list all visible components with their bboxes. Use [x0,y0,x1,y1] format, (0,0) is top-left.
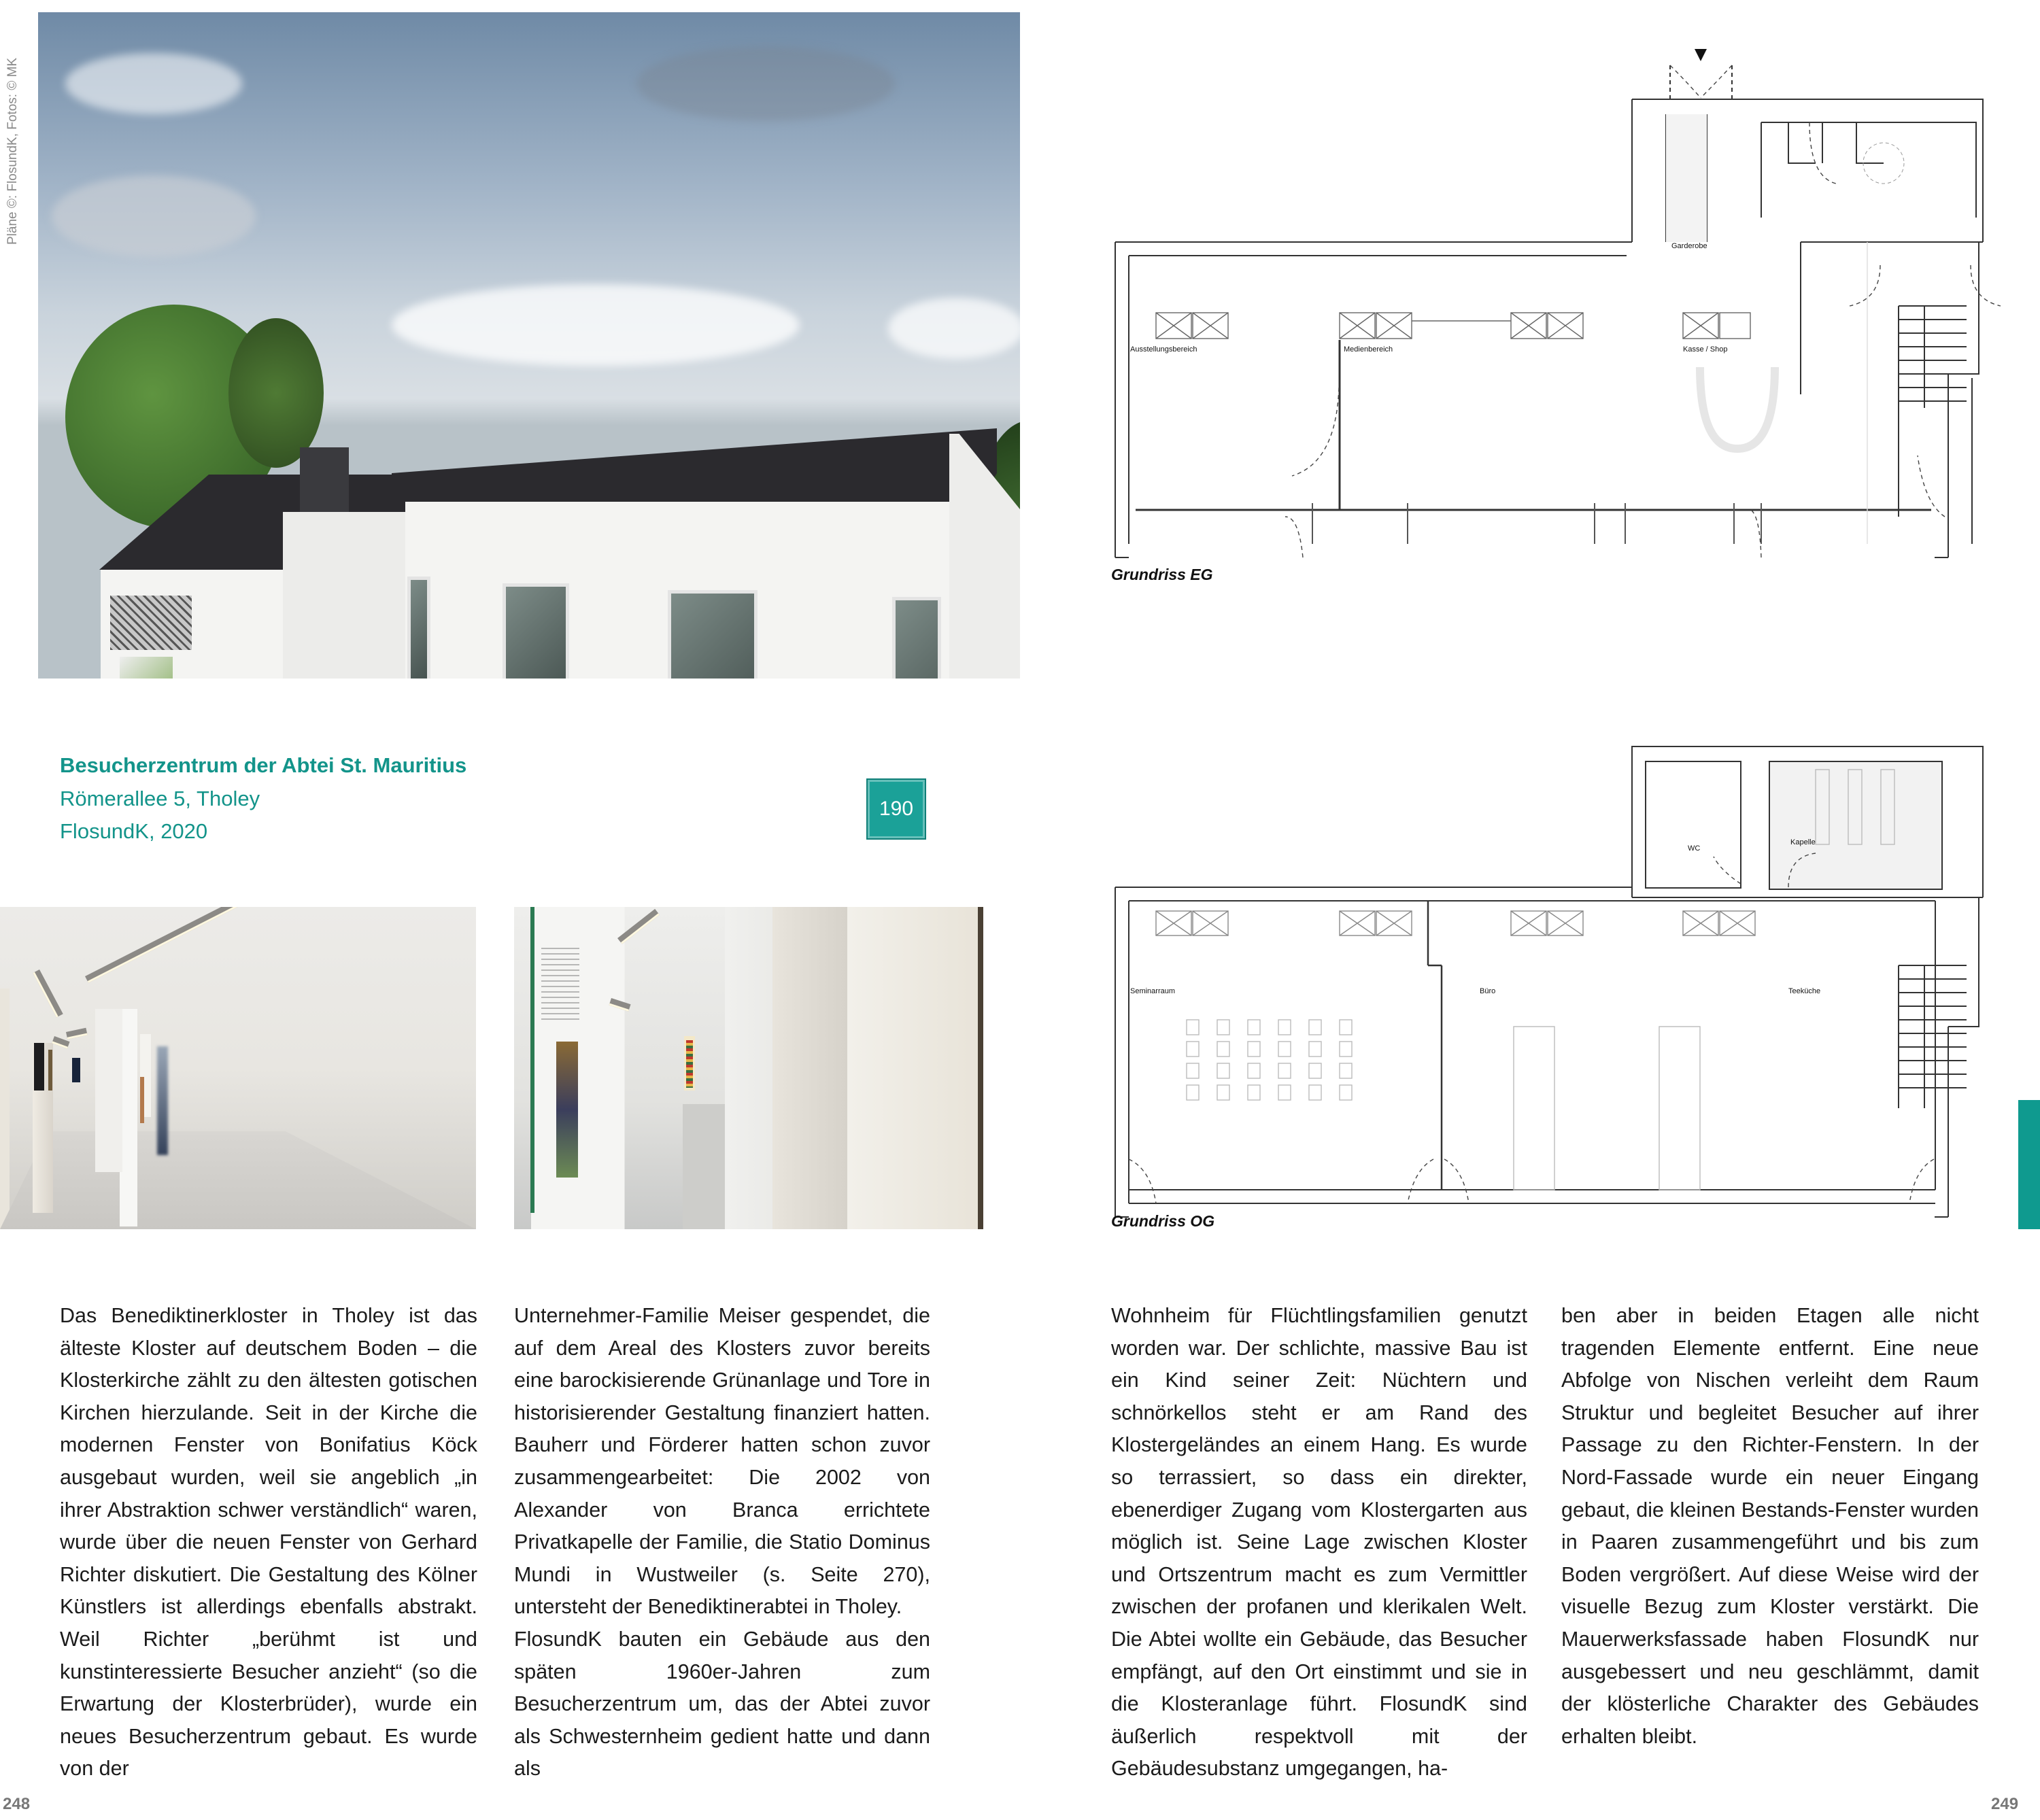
room-label-kasse-shop: Kasse / Shop [1683,345,1728,354]
interior-exhibition-photo [514,907,983,1229]
project-address: Römerallee 5, Tholey [60,787,260,810]
room-label-seminarraum: Seminarraum [1130,987,1176,995]
photo-credit [5,14,33,245]
project-number: 190 [879,797,914,820]
text-column-2 [514,1300,930,1785]
room-label-medien: Medienbereich [1344,345,1393,354]
plan-caption-eg: Grundriss EG [1111,566,1213,583]
floor-plan-eg-drawing [1108,41,2006,571]
interior-corridor-photo [0,907,476,1229]
room-label-buero: Büro [1480,987,1496,995]
photo-credit-text: Pläne ©: FlosundK, Fotos: © MK [5,57,20,245]
room-label-teekueche: Teeküche [1788,987,1821,995]
text-column-1 [60,1300,477,1785]
paragraph: Das Benediktinerkloster in Tholey ist das älteste Kloster auf deutschem Boden – die Klosterkirche zählt zu den ältesten gotischen Kirchen hierzulande. Seit in der Kirche die modernen Fenster von Bonifatius Köck ausgebaut wurden, weil sie angeblich „in ihrer Abstraktion schwer verständlich“ waren, wurde über die neuen Fenster von Gerhard Richter diskutiert. Die Gestaltung des Kölner Künstlers ist allerdings ebenfalls abstrakt. Weil Richter „berühmt ist und kunstinteressierte Besucher anzieht“ (so die Erwartung der Klosterbrüder), wurde ein neues Besucherzentrum gebaut. Es wurde von der [60,1304,477,1781]
section-tab-marker [2018,1100,2040,1229]
room-label-ausstellung: Ausstellungsbereich [1130,345,1197,354]
project-number-badge [866,778,926,840]
page-number-left: 248 [3,1795,31,1813]
text-column-3 [1111,1300,1527,1785]
room-label-kapelle: Kapelle [1790,838,1816,846]
paragraph: FlosundK bauten ein Gebäude aus den späten 1960er-Jahren zum Besucherzentrum um, das der Abtei zuvor als Schwesternheim gedient hatte und dann als [514,1627,930,1781]
text-column-4 [1561,1300,1979,1753]
floor-plan-og [1108,741,2006,1231]
plan-caption-og: Grundriss OG [1111,1212,1215,1230]
paragraph: ben aber in beiden Etagen alle nicht tragenden Elemente entfernt. Eine neue Abfolge von Nischen verleiht dem Raum Struktur und begleitet Besucher auf ihrer Passage zu den Richter-Fenstern. In der Nord-Fassade wurde ein neuer Eingang gebaut, die kleinen Bestands-Fenster wurden in Paaren zusammengeführt und bis zum Boden vergrößert. Auf diese Weise wird der visuelle Bezug zum Kloster verstärkt. Die Mauerwerksfassade haben FlosundK nur ausgebessert und neu geschlämmt, damit der klösterliche Charakter des Gebäudes erhalten bleibt. [1561,1304,1979,1748]
project-title: Besucherzentrum der Abtei St. Mauritius [60,753,467,777]
page-number-right: 249 [1991,1795,2019,1813]
exterior-photo [38,12,1020,679]
paragraph: Wohnheim für Flüchtlingsfamilien genutzt worden war. Der schlichte, massive Bau ist ein Kind seiner Zeit: Nüchtern und schnörkellos steht er am Rand des Klostergeländes an einem Hang. Es wurde so terrassiert, so dass ein direkter, ebenerdiger Zugang vom Klostergarten aus möglich ist. Seine Lage zwischen Kloster und Ortszentrum macht es zum Vermittler zwischen der profanen und klerikalen Welt. Die Abtei wollte ein Gebäude, das Besucher empfängt, auf den Ort einstimmt und sie in die Klosteranlage führt. FlosundK sind äußerlich respektvoll mit der Gebäudesubstanz umgegangen, ha- [1111,1304,1527,1781]
room-label-wc: WC [1688,844,1701,853]
paragraph: Unternehmer-Familie Meiser gespendet, die auf dem Areal des Klosters zuvor bereits eine barockisierende Grünanlage und Tore in historisierender Gestaltung finanziert hatten. Bauherr und Förderer hatten schon zuvor zusammengearbeitet: Die 2002 von Alexander von Branca errichtete Privatkapelle der Familie, die Statio Dominus Mundi in Wustweiler (s. Seite 270), untersteht der Benediktinerabtei in Tholey. [514,1304,930,1619]
floor-plan-og-drawing [1108,741,2006,1231]
project-architect-year: FlosundK, 2020 [60,819,208,843]
floor-plan-eg [1108,41,2006,571]
room-label-garderobe: Garderobe [1671,242,1707,250]
